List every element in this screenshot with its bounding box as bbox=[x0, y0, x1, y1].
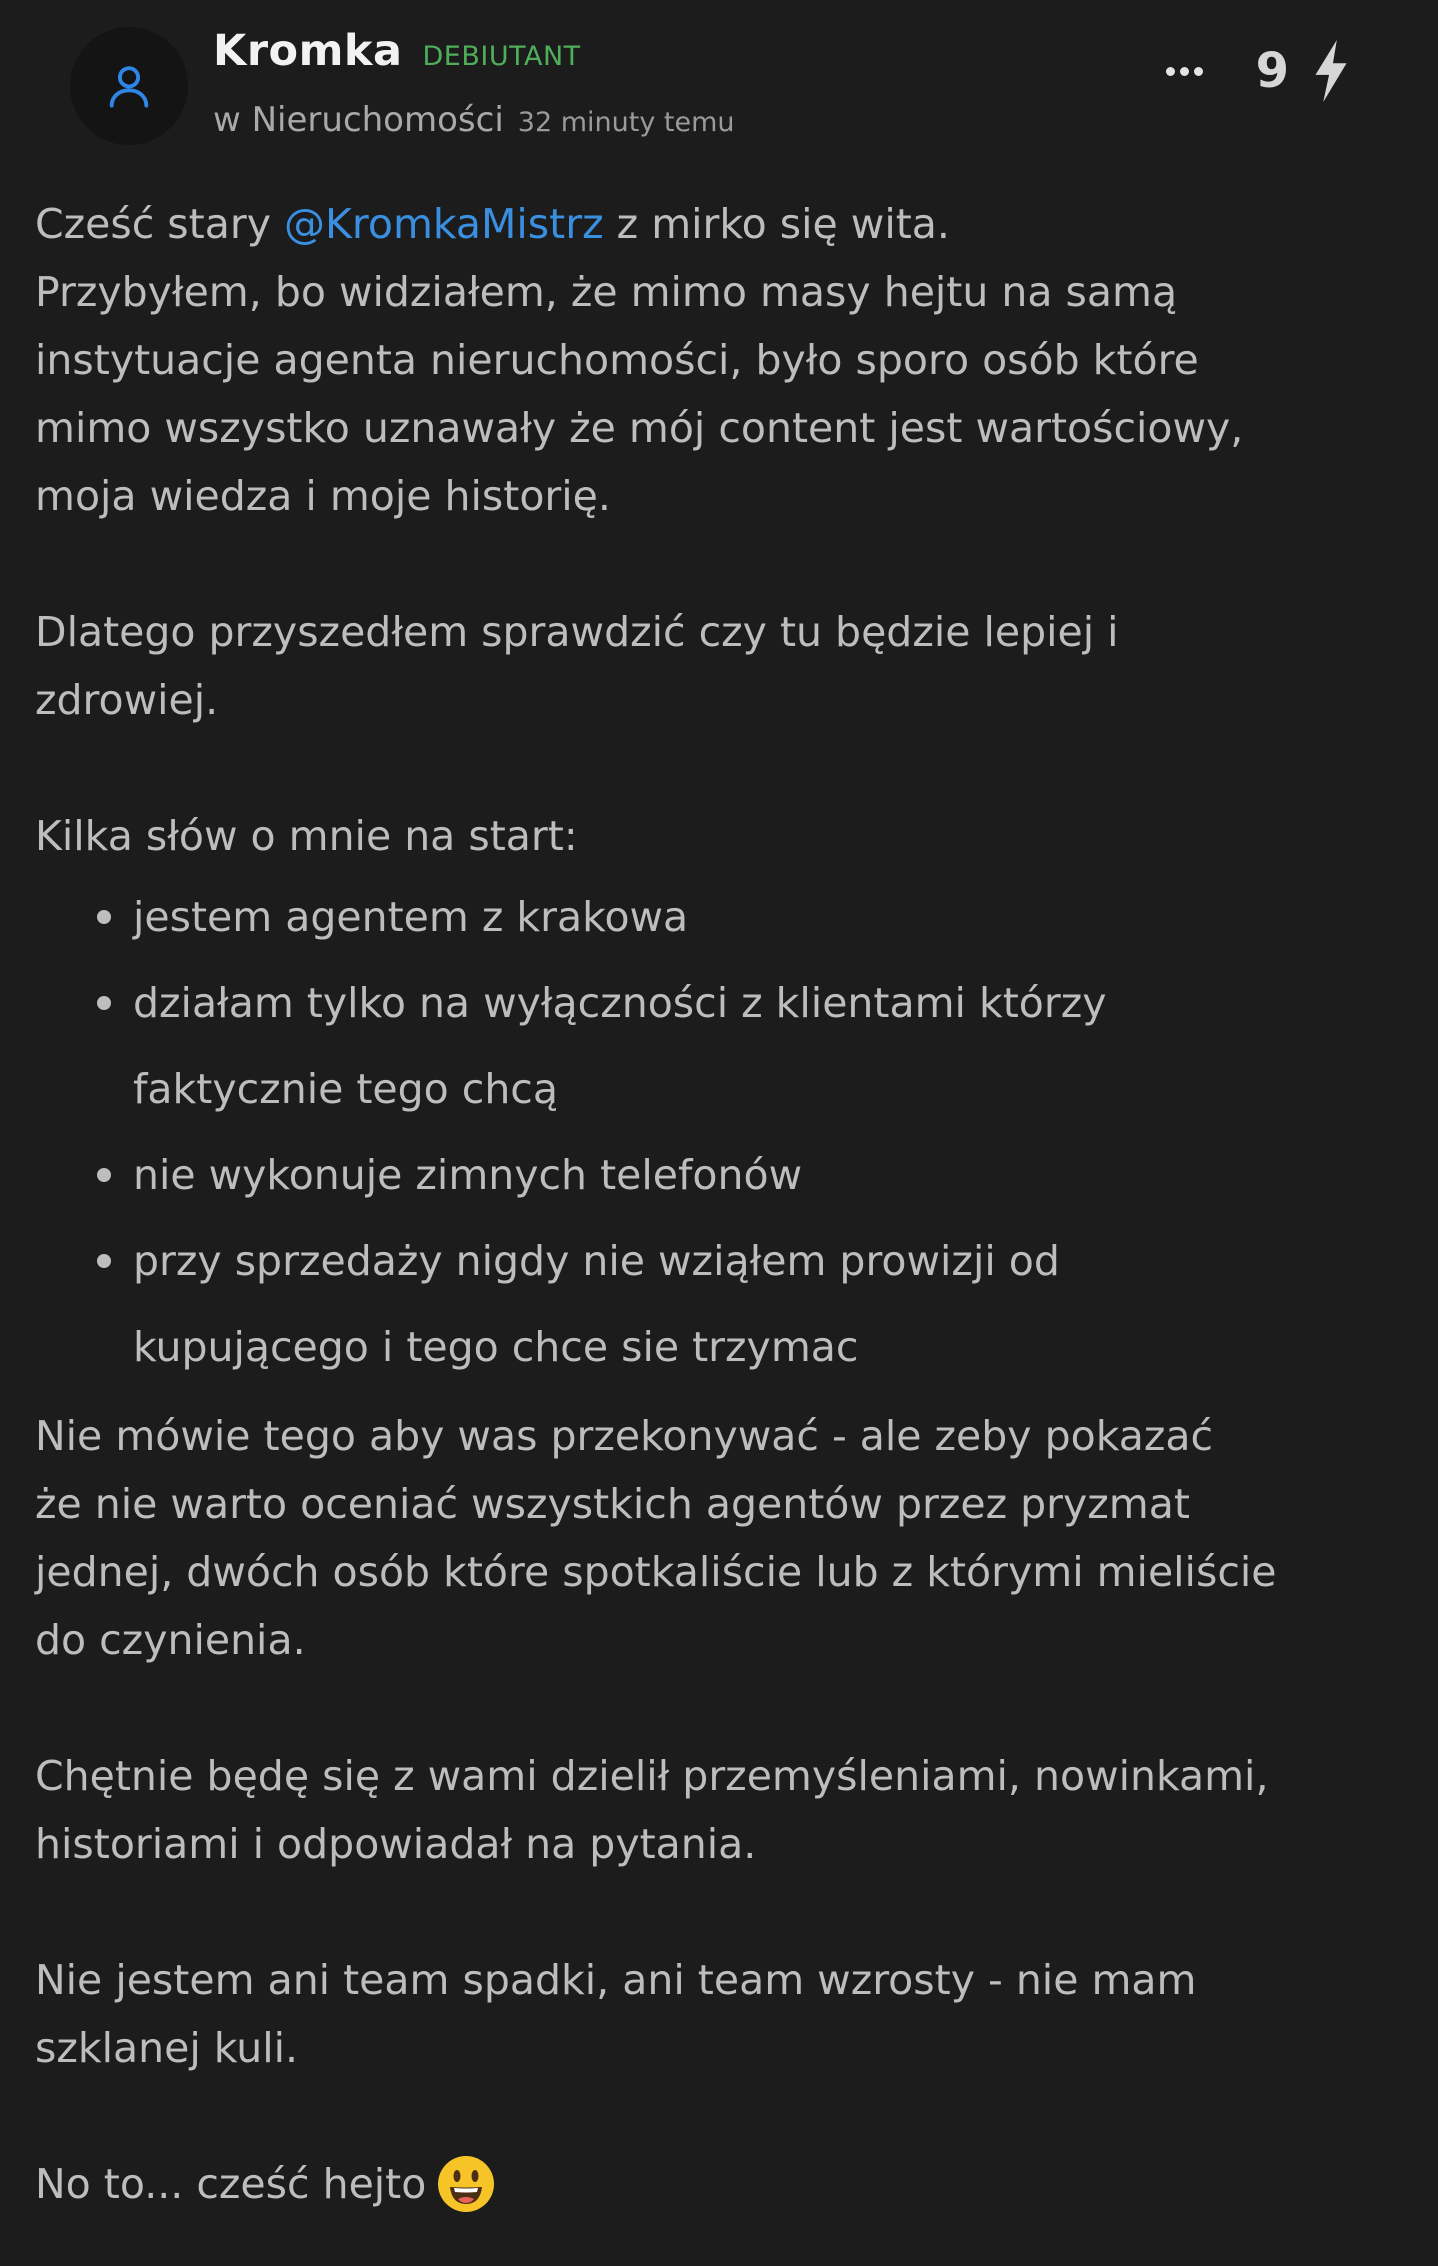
text: że nie warto oceniać wszystkich agentów przez pryzmat bbox=[35, 1480, 1190, 1528]
vote-count: 9 bbox=[1255, 43, 1289, 99]
more-dots-icon bbox=[1166, 67, 1175, 76]
text: Cześć stary bbox=[35, 200, 285, 248]
text: jednej, dwóch osób które spotkaliście lub z którymi mieliście bbox=[35, 1548, 1277, 1596]
paragraph-7 bbox=[35, 2150, 1405, 2218]
text: zdrowiej. bbox=[35, 676, 219, 724]
author-name[interactable]: Kromka bbox=[213, 26, 403, 76]
community-link[interactable]: w Nieruchomości bbox=[213, 100, 504, 140]
text: działam tylko na wyłączności z klientami którzy bbox=[133, 979, 1107, 1027]
paragraph-6 bbox=[35, 1946, 1405, 2082]
list-item bbox=[133, 1218, 1405, 1390]
post-meta bbox=[213, 100, 735, 140]
smiley-emoji-icon bbox=[436, 2154, 496, 2214]
paragraph-5 bbox=[35, 1742, 1405, 1878]
post-actions bbox=[1158, 36, 1353, 106]
author-rank-badge: DEBIUTANT bbox=[422, 41, 581, 72]
post-body bbox=[35, 190, 1405, 2218]
bullet-list bbox=[35, 874, 1405, 1390]
text: mimo wszystko uznawały że mój content jest wartościowy, bbox=[35, 404, 1244, 452]
avatar[interactable] bbox=[70, 27, 188, 145]
user-icon bbox=[103, 60, 155, 112]
post-timestamp[interactable]: 32 minuty temu bbox=[517, 107, 735, 138]
list-item bbox=[133, 960, 1405, 1132]
list-item bbox=[133, 1132, 1405, 1218]
text: Dlatego przyszedłem sprawdzić czy tu będzie lepiej i bbox=[35, 608, 1119, 656]
text: faktycznie tego chcą bbox=[133, 1065, 558, 1113]
text: Kilka słów o mnie na start: bbox=[35, 812, 578, 860]
text: nie wykonuje zimnych telefonów bbox=[133, 1151, 803, 1199]
more-dots-icon bbox=[1180, 67, 1189, 76]
text: moja wiedza i moje historię. bbox=[35, 472, 611, 520]
text: No to... cześć hejto bbox=[35, 2160, 427, 2208]
upvote-button[interactable] bbox=[1309, 36, 1353, 106]
text: kupującego i tego chce sie trzymac bbox=[133, 1323, 859, 1371]
text: instytuacje agenta nieruchomości, było sporo osób które bbox=[35, 336, 1199, 384]
post-header bbox=[35, 0, 1403, 180]
paragraph-2 bbox=[35, 598, 1405, 734]
text: Nie mówie tego aby was przekonywać - ale zeby pokazać bbox=[35, 1412, 1214, 1460]
text: historiami i odpowiadał na pytania. bbox=[35, 1820, 757, 1868]
text: do czynienia. bbox=[35, 1616, 306, 1664]
text: Nie jestem ani team spadki, ani team wzrosty - nie mam bbox=[35, 1956, 1197, 2004]
author-line bbox=[213, 26, 581, 76]
paragraph-1 bbox=[35, 190, 1405, 530]
text: Przybyłem, bo widziałem, że mimo masy hejtu na samą bbox=[35, 268, 1178, 316]
text: szklanej kuli. bbox=[35, 2024, 299, 2072]
text: przy sprzedaży nigdy nie wziąłem prowizji od bbox=[133, 1237, 1060, 1285]
text: jestem agentem z krakowa bbox=[133, 893, 689, 941]
list-item bbox=[133, 874, 1405, 960]
user-mention-link[interactable]: @KromkaMistrz bbox=[284, 200, 604, 248]
lightning-icon bbox=[1311, 38, 1351, 104]
text: Chętnie będę się z wami dzielił przemyśleniami, nowinkami, bbox=[35, 1752, 1269, 1800]
text: z mirko się wita. bbox=[603, 200, 950, 248]
more-dots-icon bbox=[1194, 67, 1203, 76]
more-options-button[interactable] bbox=[1158, 36, 1211, 106]
paragraph-4 bbox=[35, 1402, 1405, 1674]
paragraph-3 bbox=[35, 802, 1405, 870]
